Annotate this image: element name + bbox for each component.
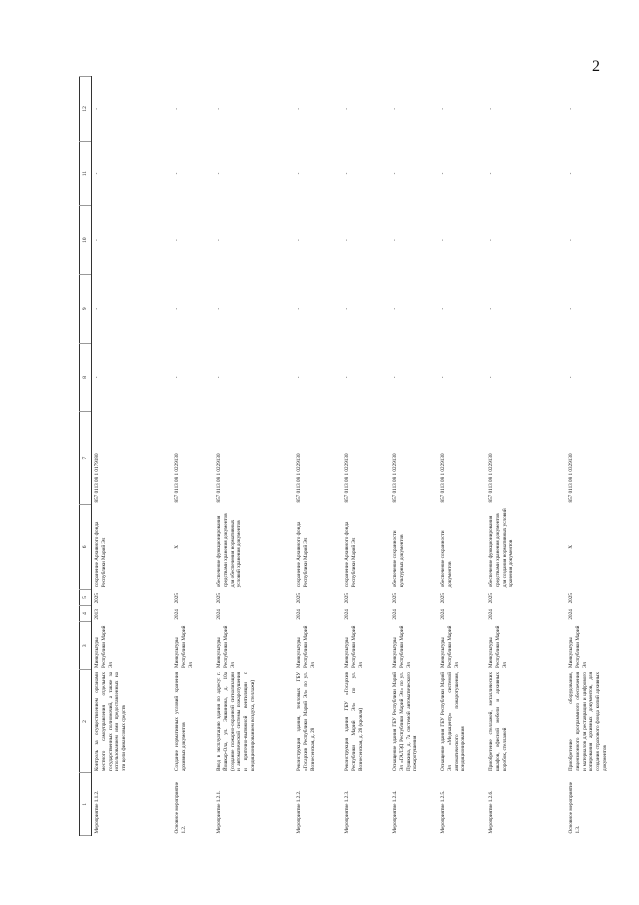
start-year: 2024 [488,609,494,620]
start-year: 2024 [296,609,302,620]
value-col-11: - [344,172,350,175]
budget-code: 857 0113 08 1 0229130 [344,453,350,503]
expected-result: Х [568,545,574,549]
measure-description: Приобретение стеллажей, металлических шкафов, офисной мебели и архивных коробок, стеллажей [488,672,508,771]
value-col-12: - [488,107,494,110]
column-header: 10 [80,206,92,275]
executor: Минкультуры Республики Марий Эл [344,625,364,668]
table-row [486,77,566,836]
start-year: 2024 [440,609,446,620]
budget-code: 857 0113 08 1 0229130 [392,453,398,503]
value-col-11: - [174,172,180,175]
column-number-row [80,77,92,836]
value-col-12: - [568,107,574,110]
value-col-8: - [392,376,398,379]
value-col-8: - [488,376,494,379]
column-header: 12 [80,77,92,142]
column-header: 6 [80,505,92,590]
end-year: 2025 [392,593,398,604]
table-row [172,77,214,836]
start-year: 2013 [94,609,100,620]
value-col-10: - [296,239,302,241]
measure-id: Мероприятие 1.2.4. [392,790,398,834]
column-header: 7 [80,412,92,505]
executor: Минкультуры Республики Марий Эл [296,625,316,668]
value-col-10: - [568,239,574,241]
value-col-8: - [216,376,222,379]
executor: Минкультуры Республики Марий Эл [568,625,588,668]
value-col-10: - [440,239,446,241]
value-col-9: - [216,307,222,310]
end-year: 2025 [488,593,494,604]
column-header: 9 [80,274,92,343]
value-col-11: - [296,172,302,175]
expected-result: обеспечение сохранности документов [440,530,453,588]
budget-code: 857 0113 08 1 0179180 [94,453,100,503]
value-col-12: - [216,107,222,110]
program-measures-table [79,76,614,836]
value-col-11: - [216,172,222,175]
measure-id: Мероприятие 1.2.5. [440,790,446,834]
column-header: 2 [80,670,92,773]
expected-result: сохранение Архивного фонда Республики Марий Эл [344,521,357,588]
value-col-8: - [296,376,302,379]
measure-description: Ввод в эксплуатацию здания по адресу: г. Йошкар-Ола, ул. Эшкинина, д. 10а (создание пожарно-охранной сигнализации и автоматической системы пожаротушения и приточно-вытяжной вентиляции с кондиционированием воздуха, стеллажи) [216,672,256,771]
measure-id: Мероприятие 1.1.2. [94,790,100,834]
value-col-10: - [488,239,494,241]
value-col-8: - [440,376,446,379]
end-year: 2025 [174,593,180,604]
expected-result: Х [174,545,180,549]
value-col-12: - [174,107,180,110]
value-col-10: - [94,239,100,241]
table-row [566,77,614,836]
measure-description: Контроль за осуществлением органами местного самоуправления отдельных государственных полномочий, а также за использованием ими предоставленных на эти цели финансовых средств [94,672,127,771]
executor: Минкультуры Республики Марий Эл [216,625,236,668]
value-col-11: - [568,172,574,175]
table-row [294,77,342,836]
start-year: 2024 [392,609,398,620]
value-col-8: - [568,376,574,379]
value-col-9: - [94,307,100,310]
value-col-9: - [440,307,446,310]
rotated-table-container [79,76,620,836]
expected-result: обеспечение функционирования средствами хранения документов для создания нормативных условий хранения документов [488,508,515,588]
expected-result: обеспечение сохранности культурных документов [392,530,405,588]
budget-code: 857 0113 08 1 0229130 [440,453,446,503]
value-col-9: - [488,307,494,310]
value-col-12: - [440,107,446,110]
column-header: 3 [80,622,92,670]
executor: Минкультуры Республики Марий Эл [488,625,508,668]
table-row [92,77,173,836]
value-col-9: - [174,307,180,310]
value-col-10: - [392,239,398,241]
start-year: 2024 [216,609,222,620]
measure-description: Оснащение здания ГБУ Республики Марий Эл «Медиацентр» системой автоматического пожаротушения, кондиционирования [440,672,467,771]
executor: Минкультуры Республики Марий Эл [440,625,460,668]
value-col-12: - [344,107,350,110]
value-col-8: - [94,376,100,379]
expected-result: обеспечение функционирования средствами хранения документов для обеспечения нормативных условий хранения документов [216,513,243,588]
value-col-8: - [344,376,350,379]
budget-code: 857 0113 08 1 0329130 [568,453,574,503]
end-year: 2025 [440,593,446,604]
executor: Минкультуры Республики Марий Эл [174,625,194,668]
value-col-11: - [488,172,494,175]
table-row [390,77,438,836]
column-header: 5 [80,589,92,605]
column-header: 8 [80,343,92,412]
value-col-10: - [174,239,180,241]
measure-id: Мероприятие 1.2.1. [216,790,222,834]
end-year: 2025 [94,593,100,604]
measure-description: Создание нормативных условий хранения архивных документов [174,672,187,771]
value-col-10: - [216,239,222,241]
measure-id: Основное мероприятие 1.3. [568,781,581,834]
expected-result: сохранение Архивного фонда Республики Марий Эл [296,521,309,588]
measure-id: Мероприятие 1.2.3. [344,790,350,834]
value-col-11: - [94,172,100,175]
expected-result: сохранение Архивного фонда Республики Марий Эл [94,521,107,588]
budget-code: 857 0113 08 1 0229130 [488,453,494,503]
measure-description: Приобретение оборудования, лицензионного программного обеспечения и материалов для реставрации и цифрового копирования архивных документов, для создания страхового фонда копий архивных документов [568,672,608,771]
end-year: 2025 [568,593,574,604]
value-col-8: - [174,376,180,379]
table-row [438,77,486,836]
value-col-9: - [296,307,302,310]
start-year: 2024 [568,609,574,620]
measure-description: Реконструкция здания ГБУ «Госархив Республики Марий Эл» по ул. Вознесенская, д. 28 (кровля) [344,672,364,771]
executor: Минкультуры Республики Марий Эл [392,625,412,668]
measure-id: Основное мероприятие 1.2. [174,781,187,834]
value-col-9: - [344,307,350,310]
value-col-12: - [94,107,100,110]
budget-code: 857 0113 08 1 0229130 [174,453,180,503]
column-header: 1 [80,773,92,836]
end-year: 2025 [344,593,350,604]
value-col-11: - [440,172,446,175]
table-row [214,77,294,836]
table-row [342,77,390,836]
measure-description: Оснащение здания ГБУ Республики Марий Эл «ГАЛЭД Республики Марий Эл» по ул. Пушкина, д. 7а системой автоматического пожаротушения [392,672,419,771]
column-header: 11 [80,141,92,206]
budget-code: 857 0113 08 1 0229130 [216,453,222,503]
measure-id: Мероприятие 1.2.2. [296,790,302,834]
measure-description: Реконструкция здания, тепловых ГБУ «Госархив Республики Марий Эл» по ул. Вознесенская, д. 28 [296,672,316,771]
value-col-11: - [392,172,398,175]
column-header: 4 [80,605,92,621]
page-number: 2 [592,58,600,75]
end-year: 2025 [296,593,302,604]
end-year: 2025 [216,593,222,604]
budget-code: 857 0113 08 1 0229130 [296,453,302,503]
executor: Минкультуры Республики Марий Эл [94,625,114,668]
value-col-9: - [392,307,398,310]
start-year: 2024 [344,609,350,620]
value-col-12: - [392,107,398,110]
start-year: 2024 [174,609,180,620]
value-col-9: - [568,307,574,310]
value-col-10: - [344,239,350,241]
measure-id: Мероприятие 1.2.6. [488,790,494,834]
value-col-12: - [296,107,302,110]
